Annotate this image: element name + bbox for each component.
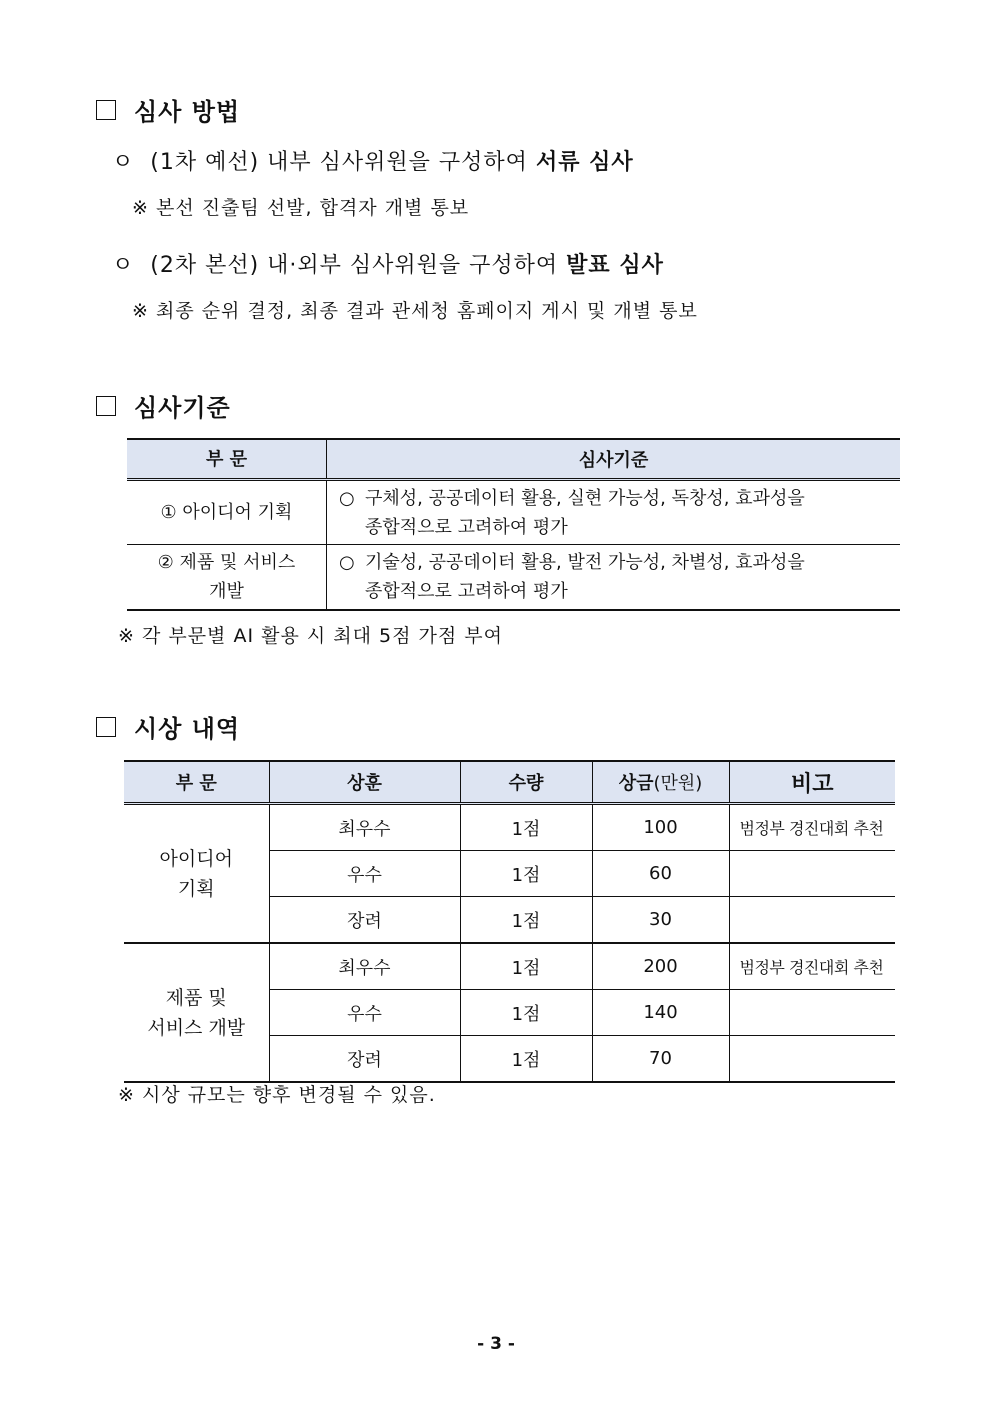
criteria-text: ○ 기술성, 공공데이터 활용, 발전 가능성, 차별성, 효과성을 종합적으로 고려하여 평가 [327, 545, 901, 610]
criteria-note: ※ 각 부문별 AI 활용 시 최대 5점 가점 부여 [118, 625, 503, 647]
award-count: 1점 [460, 943, 592, 990]
criteria-header-row [127, 439, 900, 480]
circle-bullet-icon: ㅇ [112, 253, 135, 278]
checkbox-square-icon [96, 717, 116, 737]
award-header-count: 수량 [460, 761, 592, 804]
award-name: 최우수 [269, 943, 460, 990]
award-prize: 60 [592, 851, 729, 897]
table-row [124, 804, 895, 851]
circle-bullet-icon: ○ [339, 487, 355, 509]
award-prize: 30 [592, 897, 729, 944]
round1-note: ※ 본선 진출팀 선발, 합격자 개별 통보 [132, 197, 470, 219]
award-remark [729, 990, 895, 1036]
award-group-category: 아이디어 기획 [124, 804, 269, 944]
award-header-award: 상훈 [269, 761, 460, 804]
round2-note: ※ 최종 순위 결정, 최종 결과 관세청 홈페이지 게시 및 개별 통보 [132, 300, 698, 322]
award-note: ※ 시상 규모는 향후 변경될 수 있음. [118, 1084, 436, 1106]
award-name: 우수 [269, 990, 460, 1036]
award-name: 우수 [269, 851, 460, 897]
award-name: 최우수 [269, 804, 460, 851]
award-remark [729, 897, 895, 944]
criteria-text: ○ 구체성, 공공데이터 활용, 실현 가능성, 독창성, 효과성을 종합적으로 고려하여 평가 [327, 480, 901, 545]
criteria-header-criteria: 심사기준 [327, 439, 901, 480]
table-row [124, 943, 895, 990]
award-count: 1점 [460, 804, 592, 851]
round2-line: ㅇ (2차 본선) 내·외부 심사위원을 구성하여 발표 심사 [112, 253, 664, 278]
award-prize: 70 [592, 1036, 729, 1083]
award-name: 장려 [269, 1036, 460, 1083]
award-group-category: 제품 및 서비스 개발 [124, 943, 269, 1082]
award-header-row [124, 761, 895, 804]
criteria-header-category: 부 문 [127, 439, 327, 480]
circle-bullet-icon: ㅇ [112, 150, 135, 175]
section-title-method: 심사 방법 [96, 92, 240, 127]
checkbox-square-icon [96, 396, 116, 416]
award-header-remark: 비고 [729, 761, 895, 804]
page-number: - 3 - [477, 1334, 515, 1354]
award-count: 1점 [460, 1036, 592, 1083]
criteria-row [127, 480, 900, 545]
award-header-category: 부 문 [124, 761, 269, 804]
award-prize: 100 [592, 804, 729, 851]
award-remark [729, 1036, 895, 1083]
criteria-row [127, 545, 900, 610]
section-title-award: 시상 내역 [96, 709, 240, 744]
award-remark: 범정부 경진대회 추천 [729, 943, 895, 990]
award-name: 장려 [269, 897, 460, 944]
award-table [124, 760, 895, 1083]
award-header-prize: 상금(만원) [592, 761, 729, 804]
section-title-criteria: 심사기준 [96, 388, 231, 423]
criteria-table [127, 438, 900, 611]
award-remark [729, 851, 895, 897]
award-prize: 140 [592, 990, 729, 1036]
circle-bullet-icon: ○ [339, 551, 355, 573]
award-count: 1점 [460, 990, 592, 1036]
award-remark: 범정부 경진대회 추천 [729, 804, 895, 851]
award-count: 1점 [460, 851, 592, 897]
award-prize: 200 [592, 943, 729, 990]
criteria-category: ② 제품 및 서비스 개발 [127, 545, 327, 610]
checkbox-square-icon [96, 100, 116, 120]
award-count: 1점 [460, 897, 592, 944]
round1-line: ㅇ (1차 예선) 내부 심사위원을 구성하여 서류 심사 [112, 150, 634, 175]
criteria-category: ① 아이디어 기획 [127, 480, 327, 545]
